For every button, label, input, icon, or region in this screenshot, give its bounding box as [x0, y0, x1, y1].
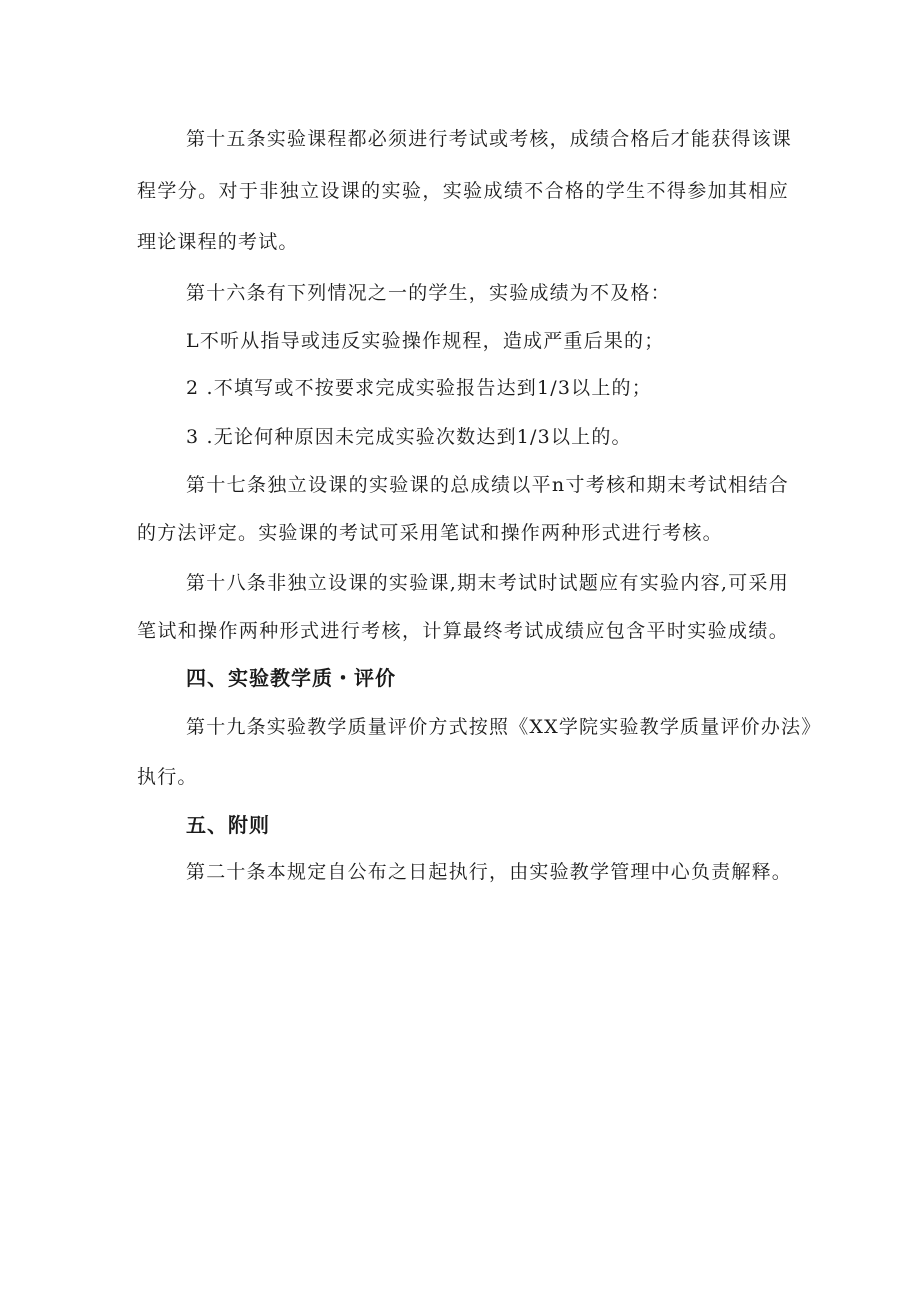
article-16-item-3: 3 .无论何种原因未完成实验次数达到1/3以上的。: [186, 426, 632, 448]
article-17-line-2: 的方法评定。实验课的考试可采用笔试和操作两种形式进行考核。: [137, 522, 723, 544]
article-15-line-2: 程学分。对于非独立设课的实验，实验成绩不合格的学生不得参加其相应: [137, 180, 789, 202]
section-5-heading: 五、附则: [186, 813, 270, 837]
article-16-intro: 第十六条有下列情况之一的学生，实验成绩为不及格：: [186, 282, 671, 304]
article-18-line-1: 第十八条非独立设课的实验课,期末考试时试题应有实验内容,可采用: [186, 572, 789, 594]
article-15-line-3: 理论课程的考试。: [137, 231, 299, 253]
article-18-line-2: 笔试和操作两种形式进行考核，计算最终考试成绩应包含平时实验成绩。: [137, 620, 789, 642]
article-19-line-2: 执行。: [137, 766, 198, 788]
article-20-line-1: 第二十条本规定自公布之日起执行，由实验教学管理中心负责解释。: [186, 861, 793, 883]
section-4-heading: 四、实验教学质・评价: [186, 666, 396, 690]
article-17-line-1: 第十七条独立设课的实验课的总成绩以平n寸考核和期末考试相结合: [186, 474, 789, 496]
article-19-line-1: 第十九条实验教学质量评价方式按照《XX学院实验教学质量评价办法》: [186, 716, 822, 738]
article-16-item-1: L不听从指导或违反实验操作规程，造成严重后果的；: [186, 330, 665, 352]
article-16-item-2: 2 .不填写或不按要求完成实验报告达到1/3以上的；: [186, 377, 652, 399]
article-15-line-1: 第十五条实验课程都必须进行考试或考核，成绩合格后才能获得该课: [186, 128, 793, 150]
